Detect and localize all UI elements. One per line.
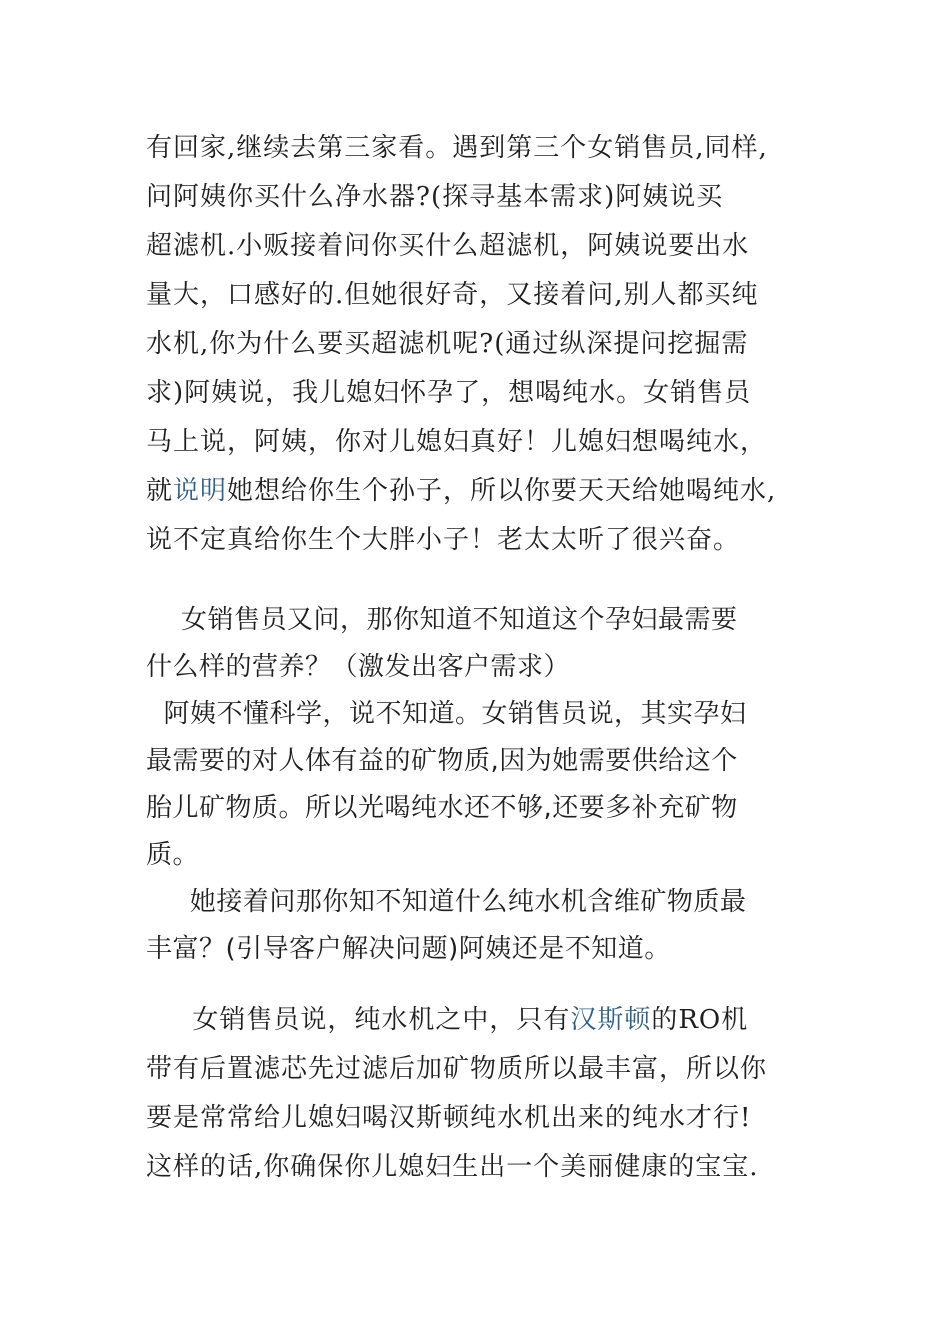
text-line <box>146 996 826 1045</box>
text-line: 问阿姨你买什么净水器?(探寻基本需求)阿姨说买 <box>146 182 724 212</box>
paragraph-sales-story <box>146 124 826 565</box>
text-line: 说不定真给你生个大胖小子！老太太听了很兴奋。 <box>146 525 741 555</box>
text-line: 量大，口感好的.但她很好奇，又接着问,别人都买纯 <box>146 280 759 310</box>
text-line: 最需要的对人体有益的矿物质,因为她需要供给这个 <box>146 746 738 776</box>
text-line: 胎儿矿物质。所以光喝纯水还不够,还要多补充矿物 <box>146 793 738 823</box>
text-line: 女销售员又问，那你知道不知道这个孕妇最需要 <box>146 605 738 635</box>
text-segment: 的RO机 <box>651 1005 749 1035</box>
text-line: 质。 <box>146 840 200 870</box>
text-line: 阿姨不懂科学，说不知道。女销售员说，其实孕妇 <box>146 699 747 729</box>
text-line: 水机,你为什么要买超滤机呢?(通过纵深提问挖掘需 <box>146 329 749 359</box>
text-line: 求)阿姨说，我儿媳妇怀孕了，想喝纯水。女销售员 <box>146 378 752 408</box>
text-line <box>146 467 826 516</box>
text-line: 她接着问那你知不知道什么纯水机含维矿物质最 <box>146 887 747 917</box>
text-line: 什么样的营养？（激发出客户需求） <box>146 652 571 682</box>
paragraph-product-pitch <box>146 996 826 1192</box>
text-line: 丰富？(引导客户解决问题)阿姨还是不知道。 <box>146 934 671 964</box>
paragraph-nutrition-dialogue <box>146 597 826 973</box>
keyword-link-explain[interactable]: 说明 <box>173 476 228 506</box>
text-line: 这样的话,你确保你儿媳妇生出一个美丽健康的宝宝. <box>146 1152 759 1182</box>
text-segment: 女销售员说，纯水机之中，只有 <box>146 1005 571 1035</box>
text-segment: 就 <box>146 476 174 506</box>
text-line: 有回家,继续去第三家看。遇到第三个女销售员,同样, <box>146 133 768 163</box>
keyword-link-brand[interactable]: 汉斯顿 <box>570 1005 652 1035</box>
text-line: 带有后置滤芯先过滤后加矿物质所以最丰富，所以你 <box>146 1054 768 1084</box>
text-line: 要是常常给儿媳妇喝汉斯顿纯水机出来的纯水才行! <box>146 1103 752 1133</box>
text-line: 超滤机.小贩接着问你买什么超滤机，阿姨说要出水 <box>146 231 750 261</box>
text-segment: 她想给你生个孙子，所以你要天天给她喝纯水, <box>227 476 777 506</box>
text-line: 马上说，阿姨，你对儿媳妇真好！儿媳妇想喝纯水， <box>146 427 768 457</box>
